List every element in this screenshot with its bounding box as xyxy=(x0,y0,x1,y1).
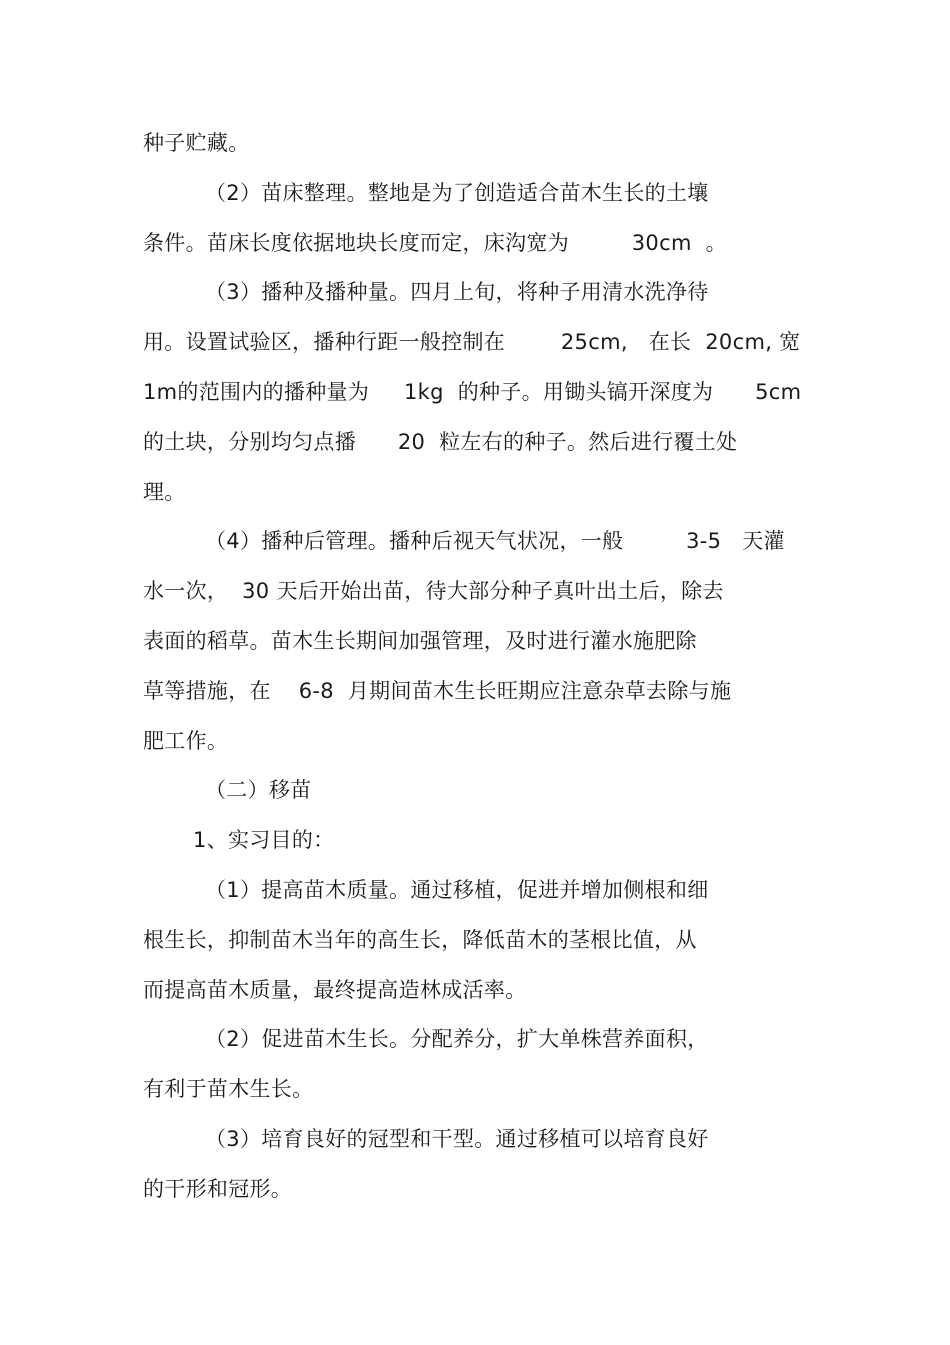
text-line: 根生长，抑制苗木当年的高生长，降低苗木的茎根比值，从 xyxy=(143,928,697,952)
text-line: （1）提高苗木质量。通过移植，促进并增加侧根和细 xyxy=(205,878,709,902)
text-line: 肥工作。 xyxy=(143,729,229,753)
text-line: 水一次， 30 天后开始出苗，待大部分种子真叶出土后，除去 xyxy=(143,579,724,603)
text-line: 的干形和冠形。 xyxy=(143,1177,293,1201)
text-line: 有利于苗木生长。 xyxy=(143,1077,314,1101)
text-line: 理。 xyxy=(143,480,186,504)
text-line: （3）培育良好的冠型和干型。通过移植可以培育良好 xyxy=(205,1127,709,1151)
text-line: 条件。苗床长度依据地块长度而定，床沟宽为 30cm 。 xyxy=(143,231,727,255)
text-line: 表面的稻草。苗木生长期间加强管理，及时进行灌水施肥除 xyxy=(143,629,697,653)
text-line: （3）播种及播种量。四月上旬，将种子用清水洗净待 xyxy=(205,280,709,304)
text-line: 的土块，分别均匀点播 20 粒左右的种子。然后进行覆土处 xyxy=(143,430,738,454)
text-line: 草等措施，在 6-8 月期间苗木生长旺期应注意杂草去除与施 xyxy=(143,679,732,703)
text-line: （2）苗床整理。整地是为了创造适合苗木生长的土壤 xyxy=(205,181,709,205)
text-line: 1m的范围内的播种量为 1kg 的种子。用锄头镐开深度为 5cm xyxy=(143,380,802,404)
section-heading: （二）移苗 xyxy=(205,778,312,802)
subsection-heading: 1、实习目的： xyxy=(193,828,335,852)
text-line: （4）播种后管理。播种后视天气状况，一般 3-5 天灌 xyxy=(205,529,785,553)
text-line: 而提高苗木质量，最终提高造林成活率。 xyxy=(143,978,527,1002)
text-line: 用。设置试验区，播种行距一般控制在 25cm, 在长 20cm, 宽 xyxy=(143,330,801,354)
text-line: 种子贮藏。 xyxy=(143,131,250,155)
text-line: （2）促进苗木生长。分配养分，扩大单株营养面积， xyxy=(205,1027,709,1051)
